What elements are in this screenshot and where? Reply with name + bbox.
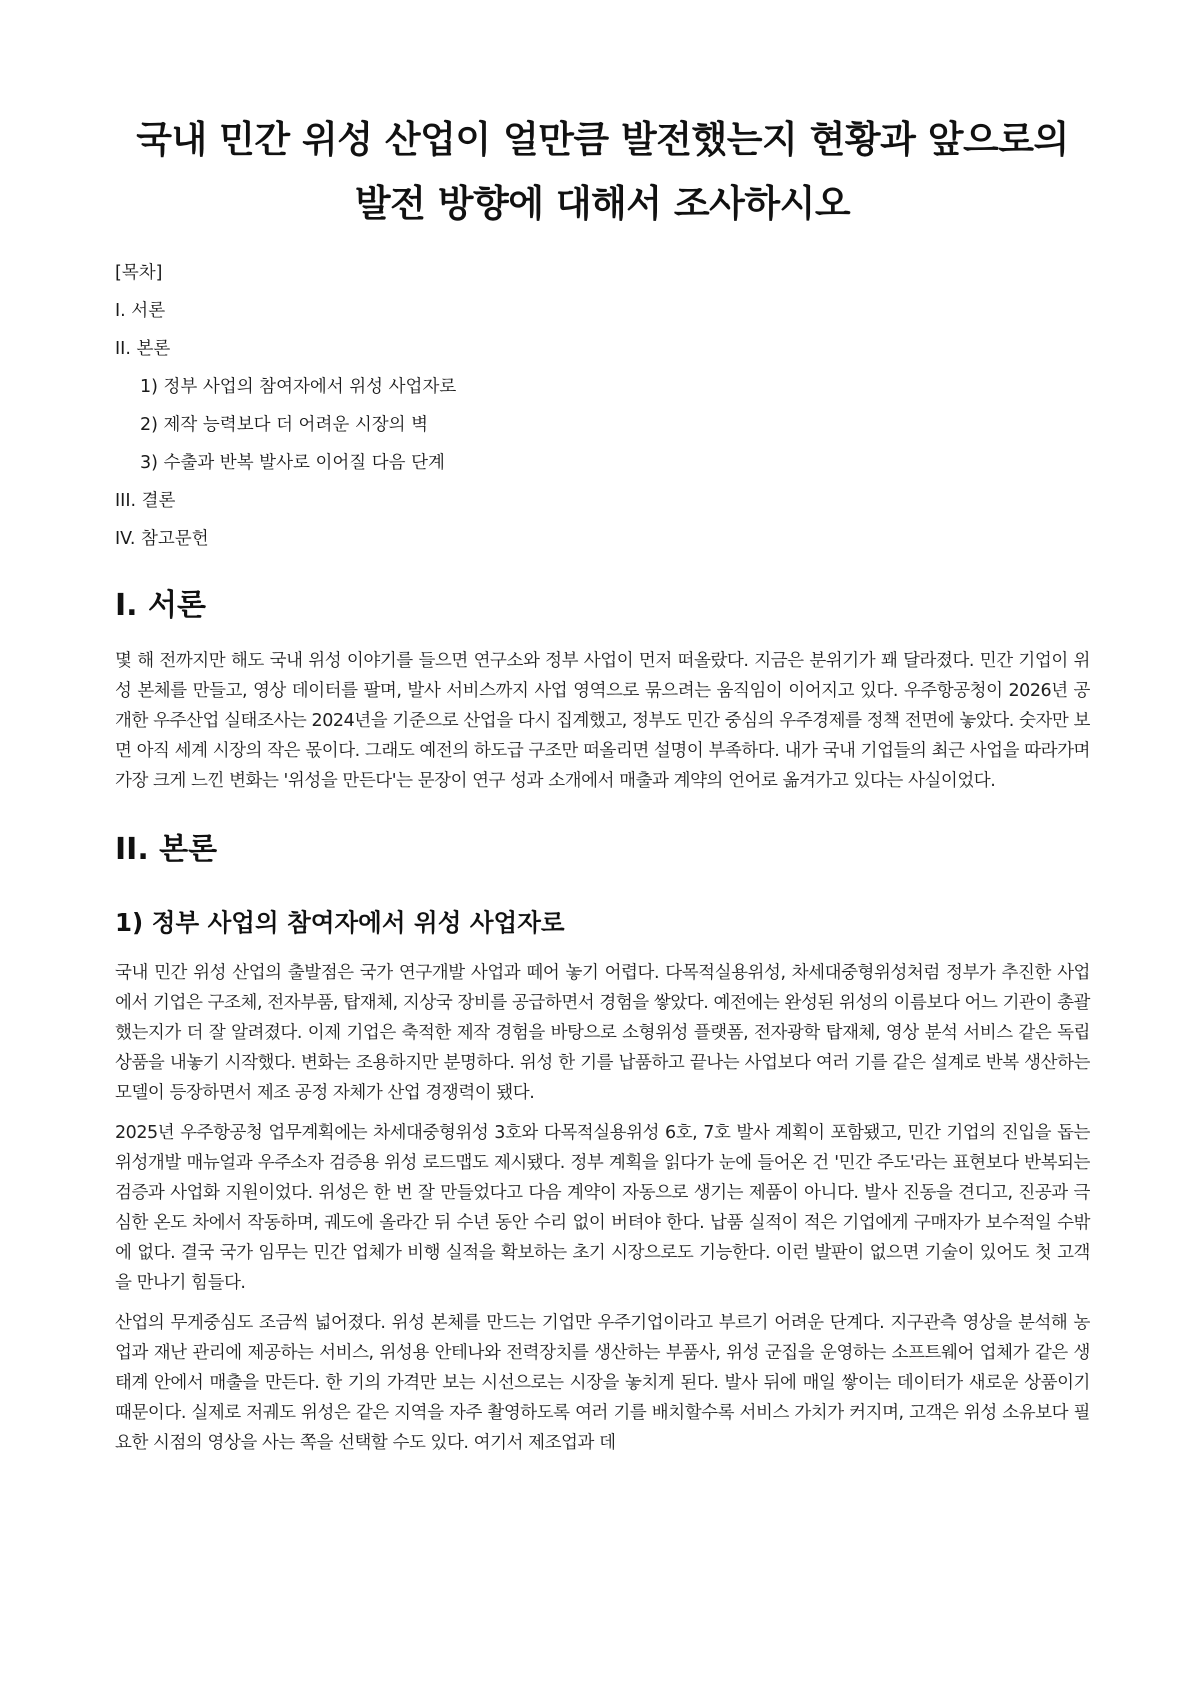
document-page <box>115 108 1090 1468</box>
toc-item-intro: I. 서론 <box>115 301 166 321</box>
table-of-contents <box>115 260 1090 552</box>
section-heading-body: II. 본론 <box>115 832 218 867</box>
toc-item-conclusion: III. 결론 <box>115 491 176 511</box>
document-title: 국내 민간 위성 산업이 얼만큼 발전했는지 현황과 앞으로의 발전 방향에 대해서 조사하시오 <box>136 118 1069 225</box>
body-paragraph-1: 국내 민간 위성 산업의 출발점은 국가 연구개발 사업과 떼어 놓기 어렵다. 다목적실용위성, 차세대중형위성처럼 정부가 추진한 사업에서 기업은 구조체, 전자부품, 탑재체, 지상국 장비를 공급하면서 경험을 쌓았다. 예전에는 완성된 위성의 이름보다 어느 기관이 총괄했는지가 더 잘 알려졌다. 이제 기업은 축적한 제작 경험을 바탕으로 소형위성 플랫폼, 전자광학 탑재체, 영상 분석 서비스 같은 독립 상품을 내놓기 시작했다. 변화는 조용하지만 분명하다. 위성 한 기를 납품하고 끝나는 사업보다 여러 기를 같은 설계로 반복 생산하는 모델이 등장하면서 제조 공정 자체가 산업 경쟁력이 됐다. <box>115 963 1090 1103</box>
toc-item-references: IV. 참고문헌 <box>115 529 209 549</box>
toc-item-body-1: 1) 정부 사업의 참여자에서 위성 사업자로 <box>140 377 457 397</box>
body-paragraph-3: 산업의 무게중심도 조금씩 넓어졌다. 위성 본체를 만드는 기업만 우주기업이라고 부르기 어려운 단계다. 지구관측 영상을 분석해 농업과 재난 관리에 제공하는 서비스, 위성용 안테나와 전력장치를 생산하는 부품사, 위성 군집을 운영하는 소프트웨어 업체가 같은 생태계 안에서 매출을 만든다. 한 기의 가격만 보는 시선으로는 시장을 놓치게 된다. 발사 뒤에 매일 쌓이는 데이터가 새로운 상품이기 때문이다. 실제로 저궤도 위성은 같은 지역을 자주 촬영하도록 여러 기를 배치할수록 서비스 가치가 커지며, 고객은 위성 소유보다 필요한 시점의 영상을 사는 쪽을 선택할 수도 있다. 여기서 제조업과 데 <box>115 1313 1090 1453</box>
section-heading-intro: I. 서론 <box>115 588 206 623</box>
intro-paragraph: 몇 해 전까지만 해도 국내 위성 이야기를 들으면 연구소와 정부 사업이 먼저 떠올랐다. 지금은 분위기가 꽤 달라졌다. 민간 기업이 위성 본체를 만들고, 영상 데이터를 팔며, 발사 서비스까지 사업 영역으로 묶으려는 움직임이 이어지고 있다. 우주항공청이 2026년 공개한 우주산업 실태조사는 2024년을 기준으로 산업을 다시 집계했고, 정부도 민간 중심의 우주경제를 정책 전면에 놓았다. 숫자만 보면 아직 세계 시장의 작은 몫이다. 그래도 예전의 하도급 구조만 떠올리면 설명이 부족하다. 내가 국내 기업들의 최근 사업을 따라가며 가장 크게 느낀 변화는 '위성을 만든다'는 문장이 연구 성과 소개에서 매출과 계약의 언어로 옮겨가고 있다는 사실이었다. <box>115 651 1090 791</box>
toc-item-body: II. 본론 <box>115 339 171 359</box>
toc-item-body-2: 2) 제작 능력보다 더 어려운 시장의 벽 <box>140 415 429 435</box>
subsection-heading-1: 1) 정부 사업의 참여자에서 위성 사업자로 <box>115 908 565 937</box>
toc-item-body-3: 3) 수출과 반복 발사로 이어질 다음 단계 <box>140 453 445 473</box>
body-paragraph-2: 2025년 우주항공청 업무계획에는 차세대중형위성 3호와 다목적실용위성 6호, 7호 발사 계획이 포함됐고, 민간 기업의 진입을 돕는 위성개발 매뉴얼과 우주소자 검증용 위성 로드맵도 제시됐다. 정부 계획을 읽다가 눈에 들어온 건 '민간 주도'라는 표현보다 반복되는 검증과 사업화 지원이었다. 위성은 한 번 잘 만들었다고 다음 계약이 자동으로 생기는 제품이 아니다. 발사 진동을 견디고, 진공과 극심한 온도 차에서 작동하며, 궤도에 올라간 뒤 수년 동안 수리 없이 버텨야 한다. 납품 실적이 적은 기업에게 구매자가 보수적일 수밖에 없다. 결국 국가 임무는 민간 업체가 비행 실적을 확보하는 초기 시장으로도 기능한다. 이런 발판이 없으면 기술이 있어도 첫 고객을 만나기 힘들다. <box>115 1123 1090 1293</box>
toc-heading: [목차] <box>115 263 163 283</box>
